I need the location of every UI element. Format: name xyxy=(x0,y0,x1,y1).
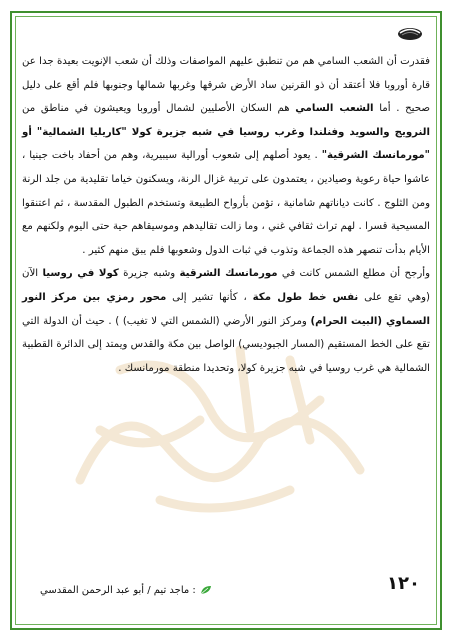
leaf-icon xyxy=(200,585,212,595)
text-run: هم السكان الأصليين لشمال أوروبا ويعيشون في مناطق من xyxy=(22,103,296,115)
text-run-bold: مورمانسك الشرقية xyxy=(179,268,278,280)
text-run-bold: النرويج والسويد وفنلندا وغرب روسيا في شبه جزيرة كولا "كاريليا الشمالية" أو "مورمانسك الشرقية" xyxy=(22,126,430,162)
paragraph xyxy=(22,262,430,380)
text-run: الآن (وهي تقع على xyxy=(22,268,430,303)
text-run: . يعود أصلهم إلى شعوب أورالية سيبيرية، وهم من أحفاد باخت جينيا ، عاشوا حياة رعوية وصيادين ، يعتمدون على تربية غزال الرنة، ويسكنون خياما تقليدية من جلد الرنة ومن الثلوج . كانت دياناتهم شامانية ، تؤمن بأرواح الطبيعة وتستخدم الطبول المقدسة ، ثم اعتنقوا المسيحية قسرا . لهم تراث ثقافي غني ، وما زالت تقاليدهم وموسيقاهم حية حتى اليوم ولكنهم مع الأيام بدأت تنصهر هذه الجماعة وتذوب في ثبات الدول وشعوبها فلم يبق منهم كثير . xyxy=(22,150,430,256)
body-text xyxy=(22,50,430,380)
text-run: ومركز النور الأرضي (الشمس التي لا تغيب) ) . حيث أن الدولة التي تقع على الخط المستقيم (المسار الجيوديسي) الواصل بين مكة والقدس ويمتد إلى الدائرة القطبية الشمالية هي غرب روسيا في شبه جزيرة كولا، وتحديدا منطقة مورمانسك . xyxy=(22,315,430,374)
text-run: ، كأنها تشير إلى xyxy=(166,291,253,303)
page-number: ١٢٠ xyxy=(387,573,420,594)
text-run: فقدرت أن الشعب السامي هم من تنطبق عليهم المواصفات وذلك أن شعب الإنويت بعيدة جدا عن قارة أوروبا فلا أعتقد أن ذو القرنين ساد الأرض شرقها وغربها شمالها وجنوبها فلم أقع على دليل صحيح . أما xyxy=(22,56,430,115)
paragraph xyxy=(22,50,430,262)
text-run-bold: الشعب السامي xyxy=(295,103,374,115)
text-run-bold: نفس خط طول مكة xyxy=(252,291,359,303)
author-name: : ماجد تيم / أبو عبد الرحمن المقدسي xyxy=(40,585,196,596)
author-credit xyxy=(40,585,212,596)
text-run: وشبه جزيرة xyxy=(118,268,180,280)
text-run-bold: محور رمزي بين مركز النور السماوي (البيت الحرام) xyxy=(22,291,430,327)
text-run: وأرجح أن مطلع الشمس كانت في xyxy=(277,268,430,280)
page-footer xyxy=(40,573,420,613)
book-icon xyxy=(397,24,423,42)
text-run-bold: كولا في روسيا xyxy=(42,268,119,280)
